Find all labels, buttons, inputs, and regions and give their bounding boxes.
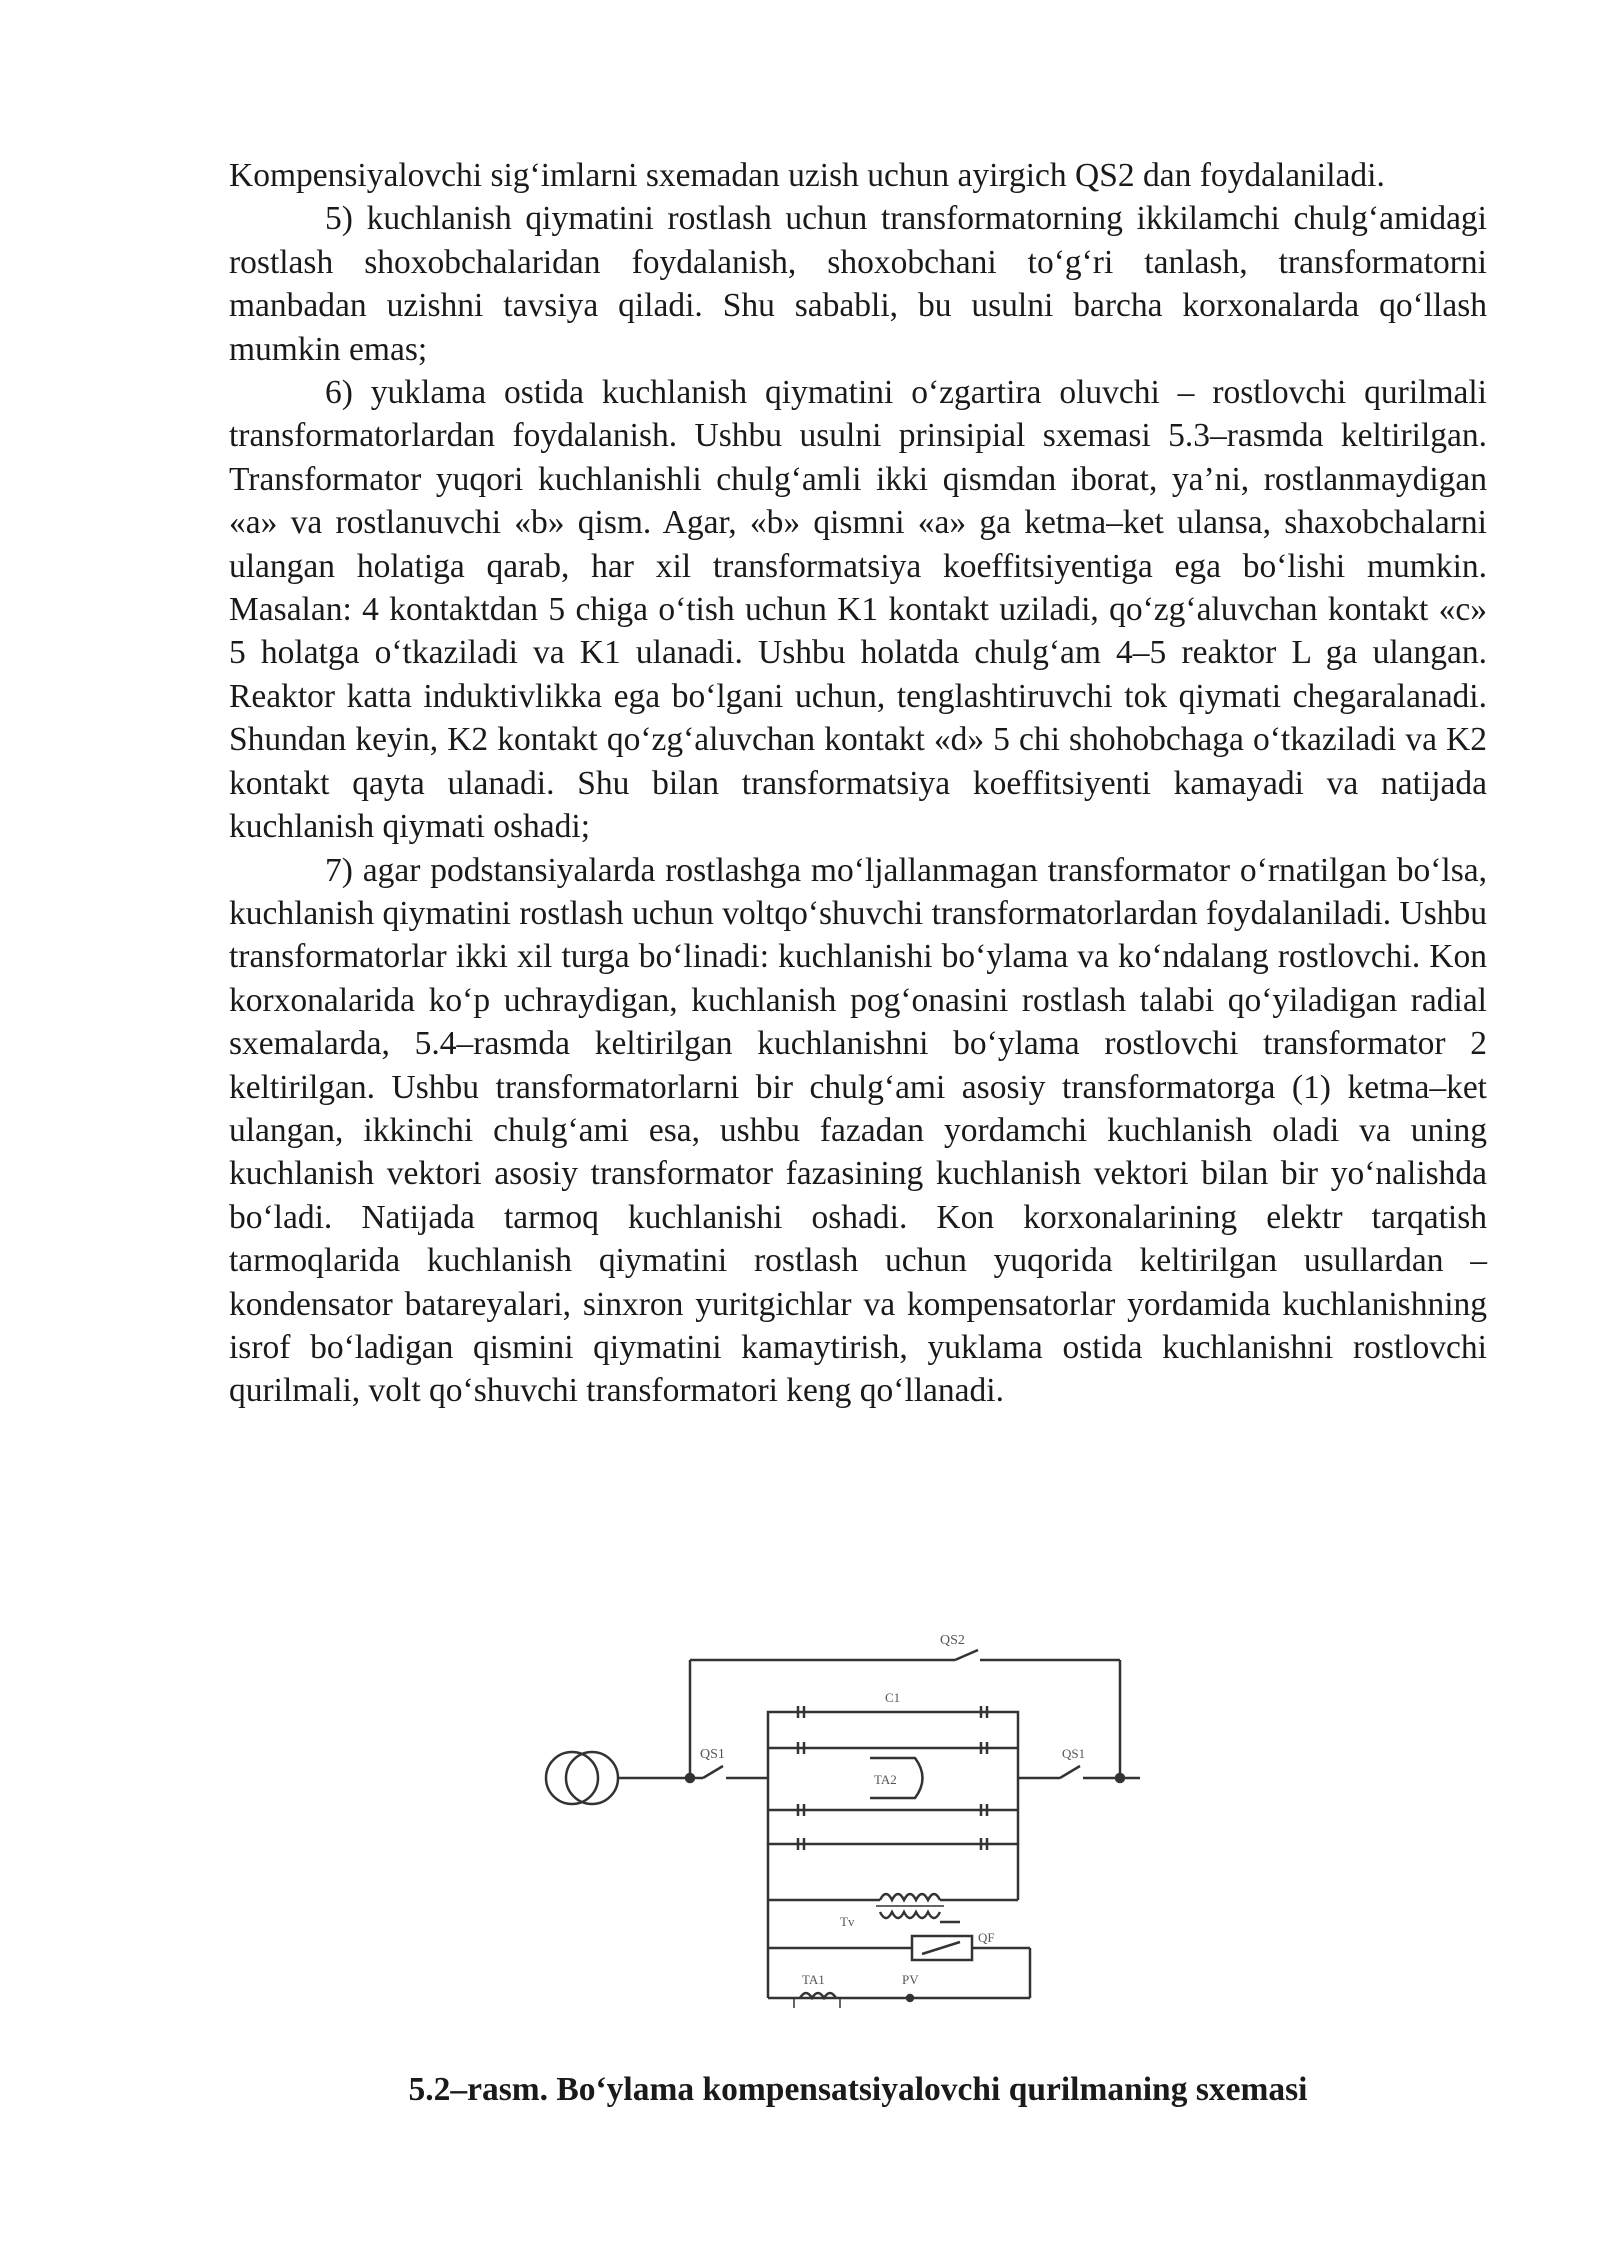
- qs1-label: QS1: [700, 1747, 725, 1762]
- pv-node: [907, 1995, 913, 2001]
- ta2-label: TA2: [874, 1772, 897, 1787]
- tv-coil-bottom: [880, 1912, 940, 1918]
- source-symbol: [546, 1752, 618, 1804]
- figure-caption: 5.2–rasm. Bo‘ylama kompensatsiyalovchi qurilmaning sxemasi: [408, 2071, 1308, 2108]
- paragraph-2: 5) kuchlanish qiymatini rostlash uchun transformatorning ikkilamchi chulg‘amidagi rostlash shoxobchalaridan foydalanish, shoxobchani to‘g‘ri tanlash, transformatorni manbadan uzishni tavsiya qiladi. Shu sababli, bu usulni barcha korxonalarda qo‘llash mumkin emas;: [229, 200, 1487, 368]
- tv-coil-top: [880, 1894, 940, 1900]
- qf-contact: [922, 1942, 960, 1954]
- qs2-switch: [940, 1650, 1120, 1660]
- tv-label: Tv: [840, 1914, 855, 1929]
- qf-label: QF: [978, 1930, 995, 1945]
- qs1-right-label: QS1: [1062, 1746, 1086, 1761]
- qs2-label: QS2: [940, 1633, 965, 1648]
- circuit-diagram: [540, 1630, 1180, 2010]
- capacitor-row-3: [768, 1804, 1018, 1816]
- body-text: [229, 154, 1487, 1413]
- c1-label: C1: [885, 1690, 901, 1705]
- ta1-label: TA1: [802, 1972, 825, 1987]
- pv-label: PV: [902, 1972, 919, 1987]
- paragraph-1: Kompensiyalovchi sig‘imlarni sxemadan uzish uchun ayirgich QS2 dan foydalaniladi.: [229, 157, 1385, 194]
- capacitor-row-2: [768, 1742, 1018, 1754]
- paragraph-3: 6) yuklama ostida kuchlanish qiymatini o‘zgartira oluvchi – rostlovchi qurilmali transformatorlardan foydalanish. Ushbu usulni prinsipial sxemasi 5.3–rasmda keltirilgan. Transformator yuqori kuchlanishli chulg‘amli ikki qismdan iborat, ya’ni, rostlanmaydigan «a» va rostlanuvchi «b» qism. Agar, «b» qismni «a» ga ketma–ket ulansa, shaxobchalarni ulangan holatiga qarab, har xil transformatsiya koeffitsiyentiga ega bo‘lishi mumkin. Masalan: 4 kontaktdan 5 chiga o‘tish uchun K1 kontakt uziladi, qo‘zg‘aluvchan kontakt «c» 5 holatga o‘tkaziladi va K1 ulanadi. Ushbu holatda chulg‘am 4–5 reaktor L ga ulangan. Reaktor katta induktivlikka ega bo‘lgani uchun, tenglashtiruvchi tok qiymati chegaralanadi. Shundan keyin, K2 kontakt qo‘zg‘aluvchan kontakt «d» 5 chi shohobchaga o‘tkaziladi va K2 kontakt qayta ulanadi. Shu bilan transformatsiya koeffitsiyenti kamayadi va natijada kuchlanish qiymati oshadi;: [229, 374, 1487, 846]
- qs1-switch: [690, 1766, 758, 1778]
- qs1-right-switch: [1060, 1766, 1140, 1778]
- paragraph-4: 7) agar podstansiyalarda rostlashga mo‘ljallanmagan transformator o‘rnatilgan bo‘lsa, kuchlanish qiymatini rostlash uchun voltqo‘shuvchi transformatorlardan foydalaniladi. Ushbu transformatorlar ikki xil turga bo‘linadi: kuchlanishi bo‘ylama va ko‘ndalang rostlovchi. Kon korxonalarida ko‘p uchraydigan, kuchlanish pog‘onasini rostlash talabi qo‘yiladigan radial sxemalarda, 5.4–rasmda keltirilgan kuchlanishni bo‘ylama rostlovchi transformator 2 keltirilgan. Ushbu transformatorlarni bir chulg‘ami asosiy transformatorga (1) ketma–ket ulangan, ikkinchi chulg‘ami esa, ushbu fazadan yordamchi kuchlanish oladi va uning kuchlanish vektori asosiy transformator fazasining kuchlanish vektori bilan bir yo‘nalishda bo‘ladi. Natijada tarmoq kuchlanishi oshadi. Kon korxonalarining elektr tarqatish tarmoqlarida kuchlanish qiymatini rostlash uchun yuqorida keltirilgan usullardan – kondensator batareyalari, sinxron yuritgichlar va kompensatorlar yordamida kuchlanishning isrof bo‘ladigan qismini qiymatini kamaytirish, yuklama ostida kuchlanishni rostlovchi qurilmali, volt qo‘shuvchi transformatori keng qo‘llanadi.: [229, 851, 1487, 1410]
